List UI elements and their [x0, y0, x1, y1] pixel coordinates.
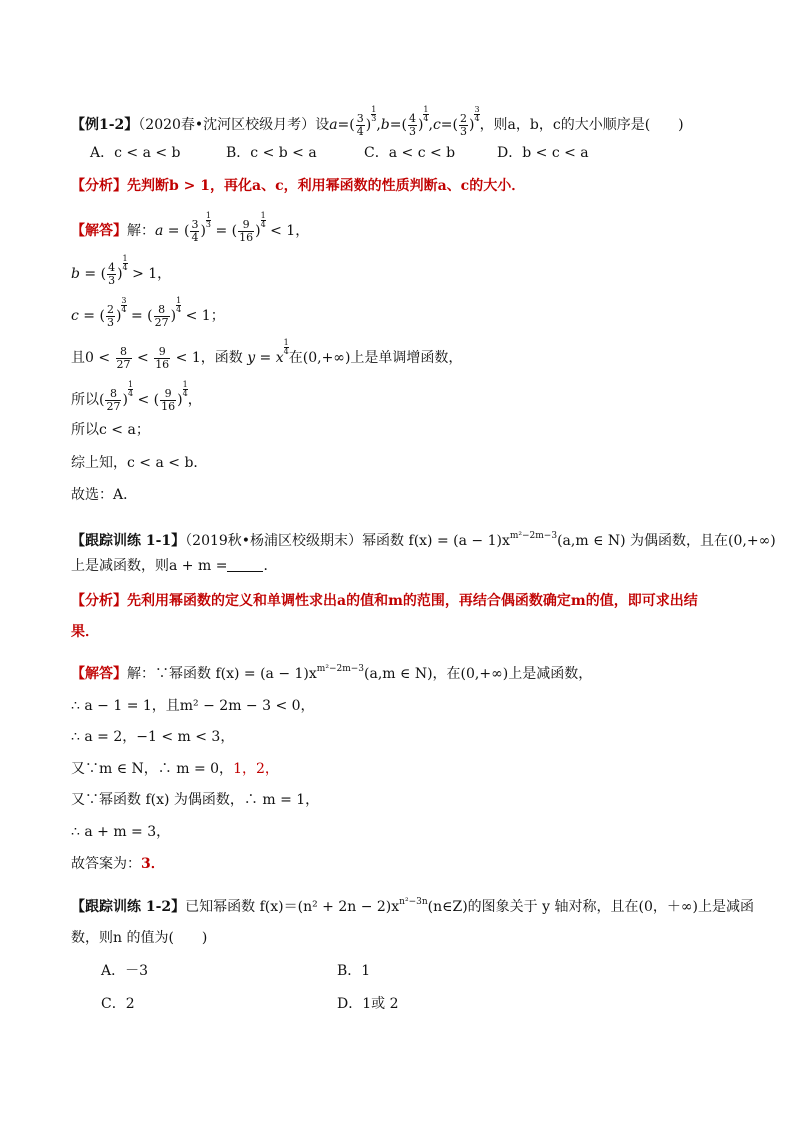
drill1-step3-b: 1，2，: [233, 761, 279, 777]
drill1-step4: 又∵幂函数 f(x) 为偶函数，∴ m = 1，: [71, 792, 320, 808]
line-and-prefix: 且0 <: [71, 350, 111, 366]
example-stem-prefix: 设: [315, 117, 330, 133]
example-option-d: D．b < c < a: [497, 145, 589, 161]
drill1-stem-line1: [71, 526, 776, 551]
example-solution-line-and: 且0 < $\frac{8}{27}$ < $\frac{9}{16}$ < 1，函数 y = x $\frac{1}{4}$ 在(0,+∞)上是单调增函数，: [71, 338, 463, 371]
drill1-step2: ∴ a = 2，−1 < m < 3，: [71, 729, 235, 745]
example-option-a: A．c < a < b: [90, 145, 181, 161]
example-solution-line-b: b = ( $\frac{4}{3}$ ) $\frac{1}{4}$ > 1，: [71, 254, 172, 287]
drill1-tag: 【跟踪训练 1-1】: [71, 533, 186, 549]
example-stem-suffix: ，则a，b，c的大小顺序是( ): [479, 117, 684, 133]
example-solution-summary: 综上知，c < a < b．: [71, 455, 208, 471]
example-analysis-tag: 【分析】: [71, 178, 127, 194]
drill1-solution-line1: [71, 659, 734, 684]
drill2-stem-line2: 数，则n 的值为( ): [71, 930, 208, 946]
example-solution-tag: 【解答】: [71, 223, 127, 239]
example-tag: 【例1-2】: [71, 117, 139, 133]
drill1-solution-a: 解：∵幂函数 f(x) = (a − 1)x: [127, 666, 317, 682]
drill1-stem-line2-a: 上是减函数，则a + m =: [71, 558, 228, 574]
drill1-answer: [71, 854, 734, 874]
drill1-answer-b: 3．: [141, 856, 165, 872]
drill2-option-c: C．2: [101, 996, 135, 1012]
line-and-mid: < 1，函数: [175, 350, 243, 366]
example-source: （2020春•沈河区校级月考）: [138, 117, 316, 133]
frac-2-3: $\frac{2}{3}$: [460, 111, 467, 138]
drill1-step5: ∴ a + m = 3，: [71, 824, 171, 840]
drill2-option-a: A．－3: [101, 963, 149, 979]
drill1-analysis-tag: 【分析】: [71, 593, 127, 609]
example-analysis-text: 先判断b > 1，再化a、c，利用幂函数的性质判断a、c的大小．: [127, 178, 526, 194]
frac-4-3: $\frac{4}{3}$: [408, 111, 416, 138]
drill1-stem-b: (a,m ∈ N) 为偶函数，且在(0,+∞): [557, 533, 776, 549]
drill1-step3-a: 又∵m ∈ N，∴ m = 0，: [71, 761, 234, 777]
example-solution-lead: 解：: [127, 223, 155, 239]
drill2-tag: 【跟踪训练 1-2】: [71, 899, 186, 915]
drill2-option-d: D．1或 2: [337, 996, 399, 1012]
drill1-solution-exp: m²−2m−3: [316, 664, 365, 674]
answer-blank: [227, 557, 263, 572]
drill1-answer-a: 故答案为：: [71, 856, 141, 872]
example-stem: 【例1-2】（2020春•沈河区校级月考）设a=( $\frac{3}{4}$ ) $\frac{1}{3}$ ,b=( $\frac{4}{3}$ ) $\frac{1}{4}$ ,c=( $\frac{2}{3}$ ) $\frac{3}{4}$ ，则a，b，c的大小顺序是( ): [71, 105, 684, 138]
example-solution-line-so2: 所以c < a；: [71, 422, 150, 438]
example-solution-line-c: c = ( $\frac{2}{3}$ ) $\frac{3}{4}$ = ( $\frac{8}{27}$ ) $\frac{1}{4}$ < 1；: [71, 296, 225, 329]
drill2-stem-b: (n∈Z)的图象关于 y 轴对称，且在(0，＋∞)上是减函: [427, 899, 754, 915]
frac-3-4: $\frac{3}{4}$: [356, 111, 364, 138]
drill1-analysis-line1: [71, 591, 734, 611]
drill2-stem-a: 已知幂函数 f(x)＝(n² + 2n − 2)x: [185, 899, 400, 915]
drill1-stem-a: 幂函数 f(x) = (a − 1)x: [362, 533, 510, 549]
example-solution-line-a: 【解答】解：a = ( $\frac{3}{4}$ ) $\frac{1}{3}$ = ( $\frac{9}{16}$ ) $\frac{1}{4}$ < 1，: [71, 211, 310, 244]
drill1-solution-tag: 【解答】: [71, 666, 127, 682]
drill1-stem-exp: m²−2m−3: [509, 531, 558, 541]
drill1-stem-line2: [71, 556, 734, 576]
drill1-step3: [71, 759, 734, 779]
drill1-stem-line2-b: ．: [263, 558, 278, 574]
example-analysis: [71, 176, 734, 196]
example-solution-choice: 故选：A．: [71, 487, 138, 503]
drill1-step1: ∴ a − 1 = 1，且m² − 2m − 3 < 0，: [71, 698, 315, 714]
drill2-option-b: B．1: [337, 963, 371, 979]
example-solution-line-so1: 所以( $\frac{8}{27}$ ) $\frac{1}{4}$ < ( $\frac{9}{16}$ ) $\frac{1}{4}$ ，: [71, 380, 202, 413]
drill2-stem-exp: n²−3n: [399, 897, 428, 907]
line-b-suffix: > 1，: [132, 266, 172, 282]
example-option-b: B．c < b < a: [226, 145, 317, 161]
drill1-solution-b: (a,m ∈ N)，在(0,+∞)上是减函数，: [364, 666, 593, 682]
drill1-analysis-text1: 先利用幂函数的定义和单调性求出a的值和m的范围，再结合偶函数确定m的值，即可求出结: [127, 593, 698, 609]
line-and-suffix: 在(0,+∞)上是单调增函数，: [288, 350, 463, 366]
drill1-analysis-line2: 果．: [71, 624, 99, 640]
line-so1-prefix: 所以: [71, 392, 99, 408]
drill2-stem-line1: [71, 892, 754, 917]
drill1-source: （2019秋•杨浦区校级期末）: [185, 533, 363, 549]
example-option-c: C．a < c < b: [364, 145, 456, 161]
